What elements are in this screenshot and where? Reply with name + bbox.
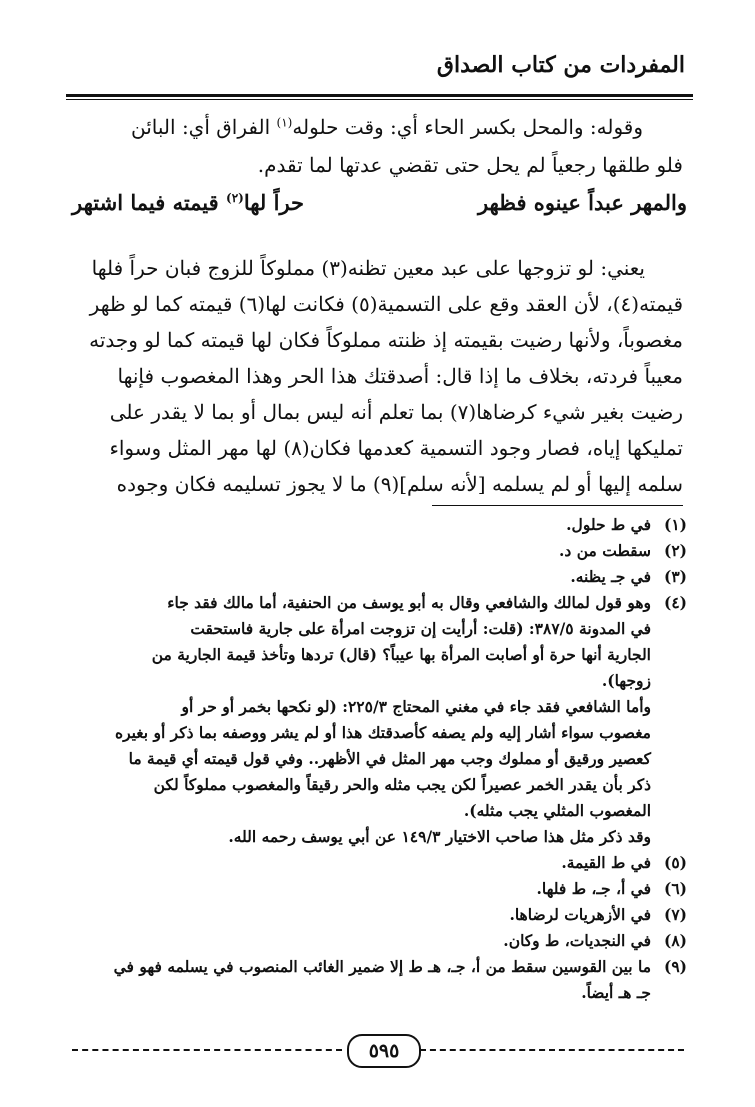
footnote: (٥) في ط القيمة. xyxy=(72,850,687,876)
running-header-title: المفردات من كتاب الصداق xyxy=(436,52,685,78)
footnote-marker: (٢) xyxy=(226,191,244,205)
footnote-number: (٤) xyxy=(663,593,687,612)
footnote-marker: (١) xyxy=(276,115,293,130)
footer-rule-left xyxy=(72,1049,342,1051)
paragraph-2-line: يعني: لو تزوجها على عبد معين تظنه(٣) مملوكاً للزوج فبان حراً فلها xyxy=(91,256,645,280)
paragraph-1-line-2: فلو طلقها رجعياً لم يحل حتى تقضي عدتها لما تقدم. xyxy=(257,153,683,177)
footnote: (٦) في أ، جـ، ط فلها. xyxy=(72,876,687,902)
footnote: (٧) في الأزهريات لرضاها. xyxy=(72,902,687,928)
footnote: (٨) في النجديات، ط وكان. xyxy=(72,928,687,954)
paragraph-2-line: مغصوباً، ولأنها رضيت بقيمته إذ ظنته مملوكاً فكان لها قيمته كما لو وجدته xyxy=(89,328,683,352)
footnote-number: (١) xyxy=(663,515,687,534)
footnote-continuation: وأما الشافعي فقد جاء في مغني المحتاج ٢٢٥/٣: (لو نكحها بخمر أو حر أو مغصوب سواء أشار إليه ولم يصفه كأصدقتك هذا أو لم يشر ووصفه بما ذكر أو بغيره كعصير ورقيق أو مملوك وجب مهر المثل في الأظهر.. وفي قول قيمته أي قيمة ما ذكر بأن يقدر الخمر عصيراً لكن يجب مثله والحر رقيقاً والمغصوب مملوكاً لكن المغصوب المثلي يجب مثله). xyxy=(114,697,651,820)
paragraph-2-line: تمليكها إياه، فصار وجود التسمية كعدمها فكان(٨) لها مهر المثل وسواء xyxy=(109,436,683,460)
footnote: (٤) وهو قول لمالك والشافعي وقال به أبو يوسف من الحنفية، أما مالك فقد جاء في المدونة ٣٨٧/٥: (قلت: أرأيت إن تزوجت امرأة على جارية فاستحقت الجارية أنها حرة أو أصابت المرأة بها عيباً؟ (قال) تردها وتأخذ قيمة الجارية من زوجها). xyxy=(72,590,687,694)
footnote-number: (٥) xyxy=(663,853,687,872)
footnote: (٣) في جـ يظنه. xyxy=(72,564,687,590)
paragraph-2-line: سلمه إليها أو لم يسلمه [لأنه سلم](٩) ما لا يجوز تسليمه فكان وجوده xyxy=(116,472,683,496)
paragraph-1 xyxy=(72,108,683,184)
footer-rule-right xyxy=(420,1049,684,1051)
footnote-number: (٧) xyxy=(663,905,687,924)
footnote-continuation: وقد ذكر مثل هذا صاحب الاختيار ١٤٩/٣ عن أبي يوسف رحمه الله. xyxy=(228,827,651,846)
footnote: (٩) ما بين القوسين سقط من أ، جـ، هـ ط إلا ضمير الغائب المنصوب في يسلمه فهو في جـ هـ أيضاً. xyxy=(72,954,687,1006)
footnote: (٢) سقطت من د. xyxy=(72,538,687,564)
footnote-number: (٨) xyxy=(663,931,687,950)
paragraph-2-line: معيباً فردته، بخلاف ما إذا قال: أصدقتك هذا الحر وهذا المغصوب فإنها xyxy=(117,364,683,388)
verse-line xyxy=(72,190,687,215)
verse-second-hemistich: حراً لها$^{(٢)}$ قيمته فيما اشتهر xyxy=(72,190,305,215)
footnote-number: (٦) xyxy=(663,879,687,898)
footnote-number: (٢) xyxy=(663,541,687,560)
verse-first-hemistich: والمهر عبداً عينوه فظهر xyxy=(477,190,687,215)
paragraph-2-line: قيمته(٤)، لأن العقد وقع على التسمية(٥) فكانت لها(٦) قيمته كما لو ظهر xyxy=(89,292,683,316)
paragraph-2-line: رضيت بغير شيء كرضاها(٧) بما تعلم أنه ليس بمال أو بما لا يقدر على xyxy=(109,400,683,424)
footnote-separator xyxy=(432,505,683,506)
page-number: ٥٩٥ xyxy=(347,1034,421,1068)
footnote-number: (٣) xyxy=(663,567,687,586)
footnote-number: (٩) xyxy=(663,957,687,976)
footnotes xyxy=(72,512,687,1006)
paragraph-1-line-1: وقوله: والمحل بكسر الحاء أي: وقت حلوله$^{(١)}$ الفراق أي: البائن xyxy=(131,115,643,139)
paragraph-2 xyxy=(72,250,683,502)
footnote: (١) في ط حلول. xyxy=(72,512,687,538)
header-rule xyxy=(66,94,693,100)
